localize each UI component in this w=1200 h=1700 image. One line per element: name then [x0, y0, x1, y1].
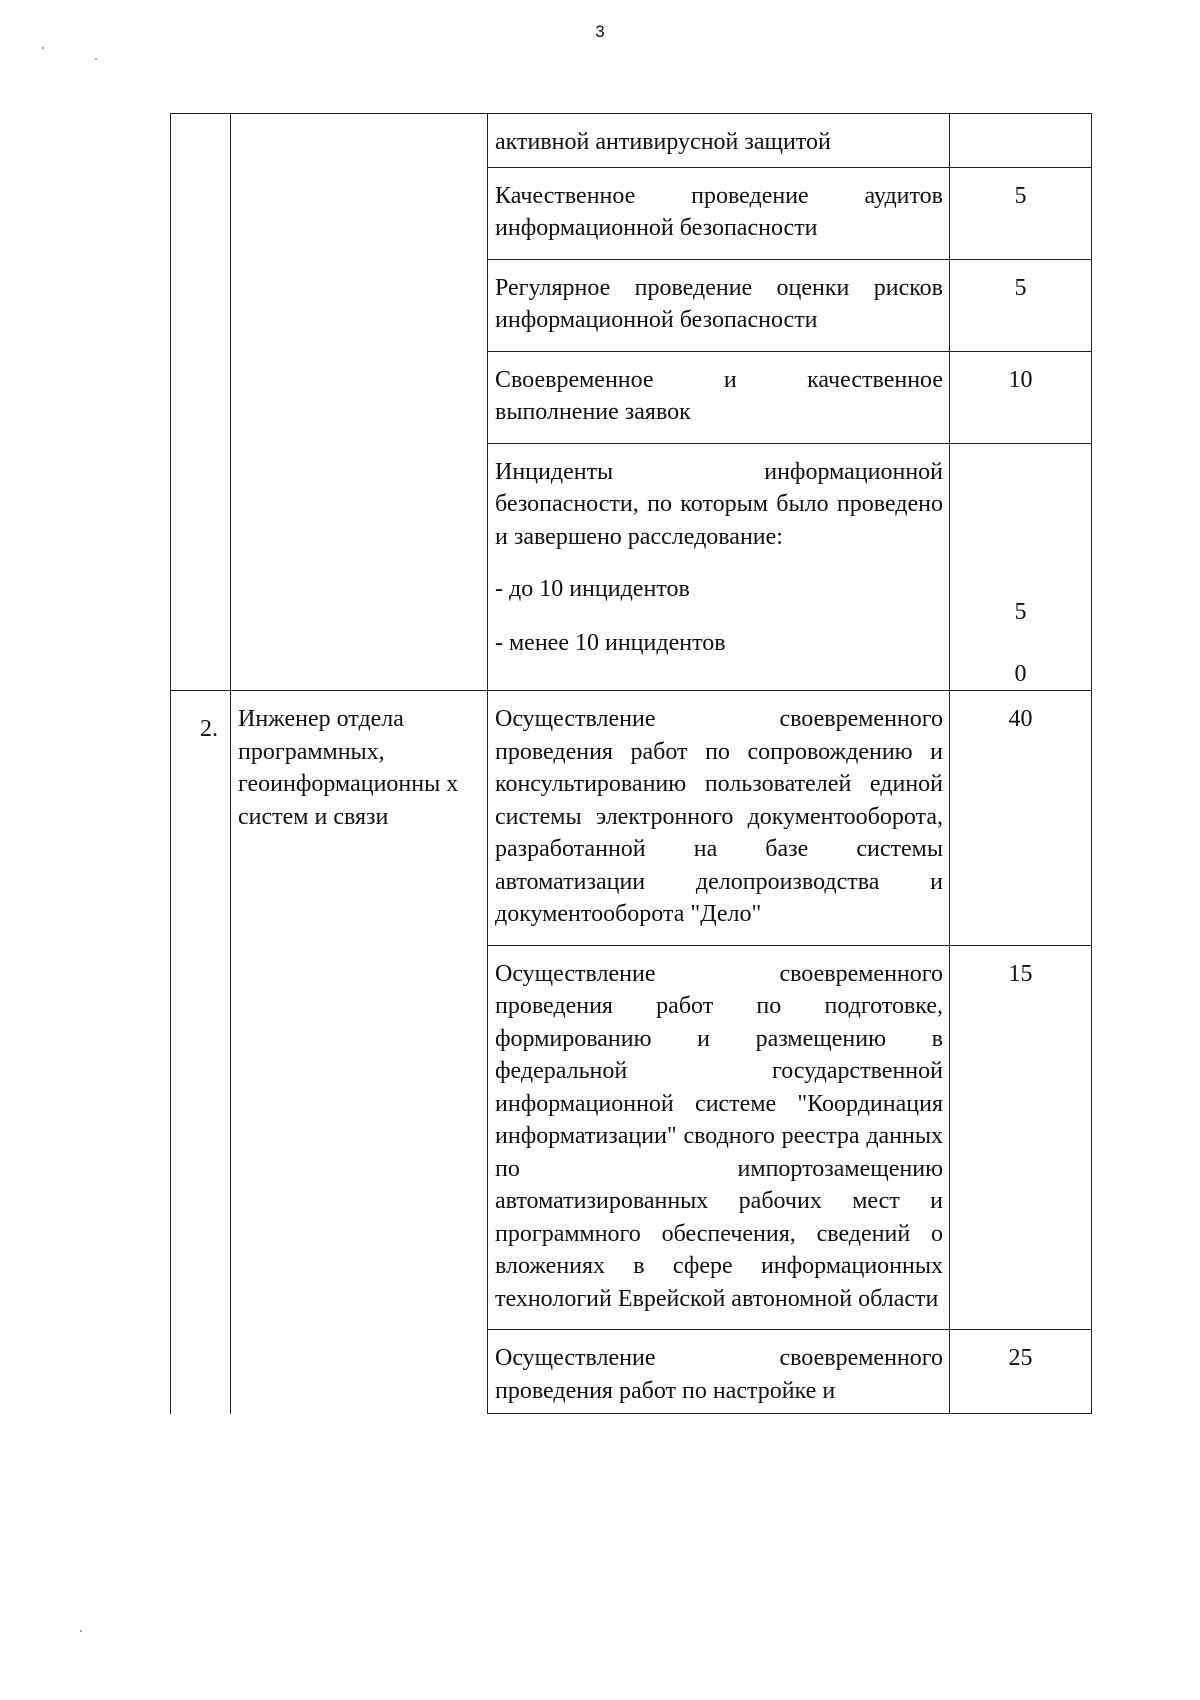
criterion-text: Своевременное и качественное выполнение заявок — [495, 366, 943, 425]
criterion-cell — [488, 1330, 950, 1414]
criterion-text: Инциденты информационной безопасности, по которым было проведено и завершено расследование: — [495, 458, 943, 550]
score-cell — [950, 167, 1092, 259]
criterion-cell — [488, 259, 950, 351]
criterion-text: Регулярное проведение оценки рисков информационной безопасности — [495, 274, 943, 333]
sub-criterion — [488, 617, 949, 671]
position-title: Инженер отдела программных, геоинформационны х систем и связи — [238, 706, 459, 830]
score-value — [950, 114, 1091, 126]
scan-speck — [95, 58, 97, 60]
page-number: 3 — [595, 22, 605, 41]
score-cell — [950, 443, 1092, 691]
sub-criterion-text: - менее 10 инцидентов — [495, 630, 726, 656]
score-value — [950, 444, 1091, 596]
score-value: 15 — [1008, 960, 1033, 987]
criterion-cell — [488, 945, 950, 1330]
criterion-cell — [488, 691, 950, 946]
sub-criterion-text: - до 10 инцидентов — [495, 576, 690, 602]
sub-criterion — [488, 563, 949, 617]
score-value: 0 — [1014, 660, 1027, 687]
scan-speck — [42, 47, 44, 49]
number-cell — [171, 691, 231, 1414]
row-number: 2. — [200, 716, 218, 742]
score-value: 25 — [1008, 1345, 1033, 1371]
table-row — [171, 114, 1092, 168]
position-cell — [231, 691, 488, 1414]
score-cell — [950, 351, 1092, 443]
criterion-text: Осуществление своевременного проведения работ по настройке и — [495, 1345, 943, 1404]
criterion-cell — [488, 167, 950, 259]
score-cell — [950, 1330, 1092, 1414]
criterion-text: Качественное проведение аудитов информационной безопасности — [495, 182, 943, 241]
criterion-cell — [488, 351, 950, 443]
score-cell — [950, 945, 1092, 1330]
scan-speck — [80, 1630, 82, 1632]
criterion-text: Осуществление своевременного проведения работ по сопровождению и консультированию пользователей единой системы электронного документооборота, разработанной на базе системы автоматизации делопроизводства и документооборота "Дело" — [495, 706, 943, 927]
kpi-table — [170, 113, 1092, 1414]
position-cell — [231, 114, 488, 691]
score-cell — [950, 114, 1092, 168]
score-value: 40 — [1008, 706, 1033, 732]
number-cell — [171, 114, 231, 691]
criterion-text: Осуществление своевременного проведения работ по подготовке, формированию и размещению в федеральной государственной информационной системе "Координация информатизации" сводного реестра данных по импортозамещению автоматизированных рабочих мест и программного обеспечения, сведений о вложениях в сфере информационных технологий Еврейской автономной области — [495, 960, 943, 1312]
score-value: 5 — [1014, 182, 1027, 209]
score-value: 10 — [1008, 366, 1033, 393]
criterion-cell — [488, 443, 950, 691]
table-row — [171, 691, 1092, 946]
score-value: 5 — [1014, 274, 1027, 301]
criterion-text: активной антивирусной защитой — [495, 129, 831, 155]
criterion-cell — [488, 114, 950, 168]
score-value: 5 — [1014, 598, 1027, 625]
score-cell — [950, 259, 1092, 351]
score-cell — [950, 691, 1092, 946]
